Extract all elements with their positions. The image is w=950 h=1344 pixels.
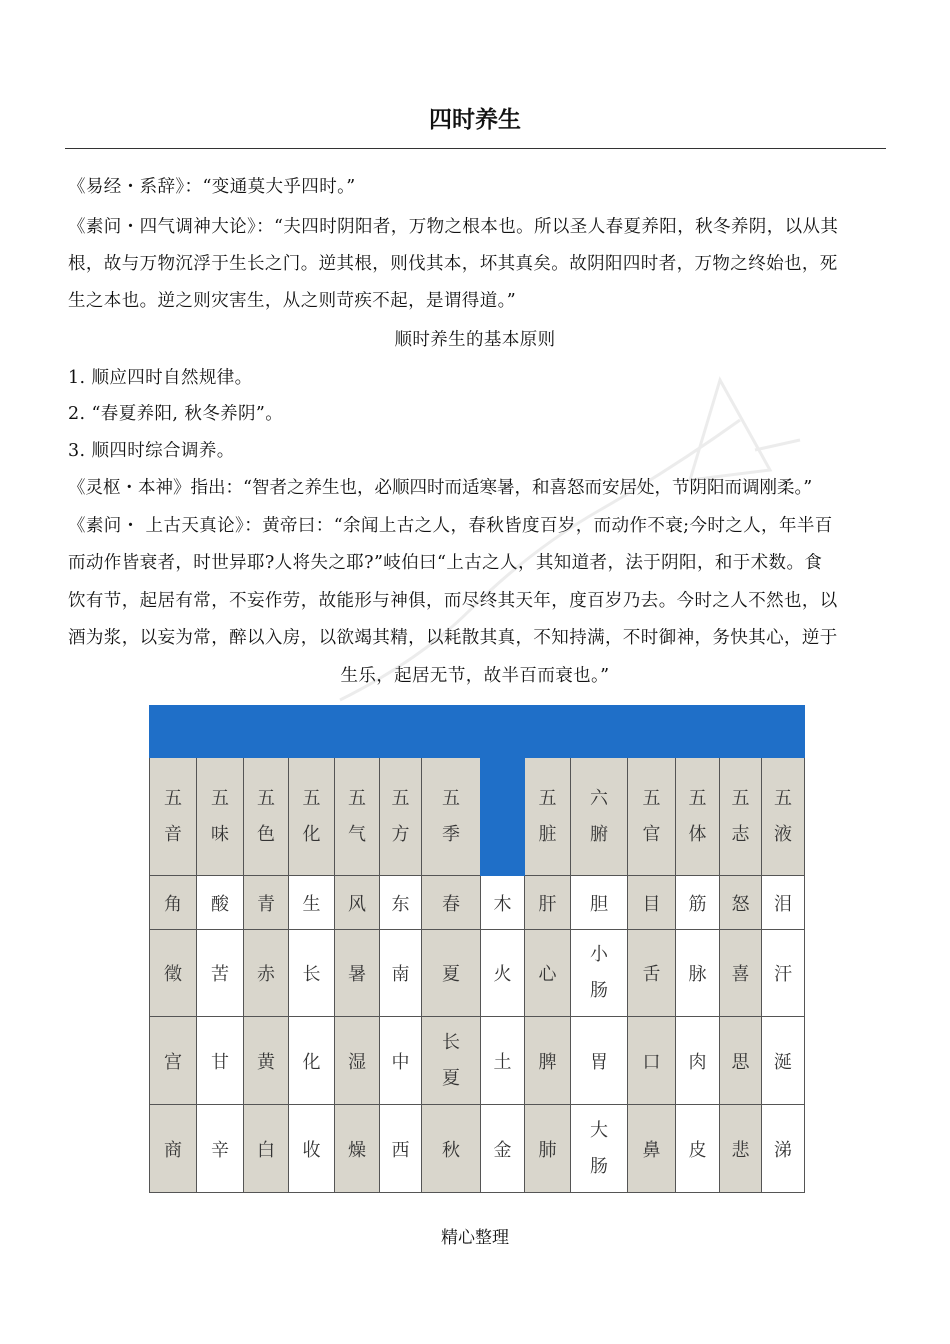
table-cell: 筋: [676, 876, 720, 930]
table-row: [150, 1017, 805, 1105]
table-cell: 商: [150, 1105, 197, 1193]
table-cell: 西: [380, 1105, 422, 1193]
banner-center: [481, 706, 525, 876]
table-row: [150, 876, 805, 930]
principle-item: 3. 顺四时综合调养。: [68, 441, 235, 461]
table-cell: 宫: [150, 1017, 197, 1105]
table-cell: 涎: [762, 1017, 805, 1105]
table-cell: 泪: [762, 876, 805, 930]
five-elements-table: [149, 705, 805, 1193]
quote-shanggu-line: 生乐，起居无节，故半百而衰也。”: [340, 666, 610, 686]
table-cell: 黄: [244, 1017, 289, 1105]
table-cell: 春: [422, 876, 481, 930]
table-cell: 中: [380, 1017, 422, 1105]
header-cell: 五体: [676, 758, 720, 876]
element-cell: 木: [481, 876, 525, 930]
table-cell: 胆: [571, 876, 628, 930]
quote-shanggu-line: 而动作皆衰者，时世异耶?人将失之耶?”岐伯曰“上古之人，其知道者，法于阴阳，和于术数。食: [68, 553, 823, 573]
quote-suwen-line-3: 生之本也。逆之则灾害生，从之则苛疾不起，是谓得道。”: [68, 291, 517, 311]
table-cell: 汗: [762, 930, 805, 1017]
quote-lingshu: 《灵枢・本神》指出：“智者之养生也，必顺四时而适寒暑，和喜怒而安居处，节阴阳而调刚柔。”: [68, 478, 813, 498]
header-cell: 五色: [244, 758, 289, 876]
table-cell: 脉: [676, 930, 720, 1017]
table-cell: 苦: [197, 930, 244, 1017]
principle-item: 1. 顺应四时自然规律。: [68, 368, 253, 388]
table-cell: 心: [525, 930, 571, 1017]
header-cell: 五季: [422, 758, 481, 876]
table-cell: 肝: [525, 876, 571, 930]
table-cell: 肺: [525, 1105, 571, 1193]
table-cell: 收: [289, 1105, 335, 1193]
banner-right: [525, 706, 805, 758]
header-cell: 五脏: [525, 758, 571, 876]
quote-shanggu-line: 《素问・ 上古天真论》：黄帝曰：“余闻上古之人，春秋皆度百岁，而动作不衰;今时之人，年半百: [68, 516, 833, 536]
table-cell: 角: [150, 876, 197, 930]
header-cell: 五方: [380, 758, 422, 876]
quote-shanggu-line: 饮有节，起居有常，不妄作劳，故能形与神俱，而尽终其天年，度百岁乃去。今时之人不然也，以: [68, 591, 838, 611]
table-cell: 夏: [422, 930, 481, 1017]
table-cell: 燥: [335, 1105, 380, 1193]
table-cell: 徵: [150, 930, 197, 1017]
table-cell: 风: [335, 876, 380, 930]
table-cell: 东: [380, 876, 422, 930]
header-cell: 五味: [197, 758, 244, 876]
principle-item: 2. “春夏养阳, 秋冬养阴”。: [68, 404, 284, 424]
table-cell: 鼻: [628, 1105, 676, 1193]
table-cell: 辛: [197, 1105, 244, 1193]
quote-suwen-line-1: 《素问・四气调神大论》：“夫四时阴阳者，万物之根本也。所以圣人春夏养阳，秋冬养阴，以从其: [68, 217, 839, 237]
header-cell: 五液: [762, 758, 805, 876]
table-cell: 肉: [676, 1017, 720, 1105]
table-cell: 怒: [720, 876, 762, 930]
header-cell: 五志: [720, 758, 762, 876]
banner-left: [150, 706, 481, 758]
table-cell: 化: [289, 1017, 335, 1105]
table-cell: 甘: [197, 1017, 244, 1105]
table-cell: 大肠: [571, 1105, 628, 1193]
title-divider: [65, 148, 886, 149]
quote-yijing: 《易经・系辞》：“变通莫大乎四时。”: [68, 177, 356, 197]
table-cell: 暑: [335, 930, 380, 1017]
table-cell: 思: [720, 1017, 762, 1105]
table-cell: 白: [244, 1105, 289, 1193]
table-row: [150, 1105, 805, 1193]
table-banner-row: [150, 706, 805, 758]
quote-shanggu-line: 酒为浆，以妄为常，醉以入房，以欲竭其精，以耗散其真，不知持满，不时御神，务快其心，逆于: [68, 628, 838, 648]
table-cell: 皮: [676, 1105, 720, 1193]
table-cell: 酸: [197, 876, 244, 930]
table-cell: 赤: [244, 930, 289, 1017]
table-cell: 舌: [628, 930, 676, 1017]
table-cell: 口: [628, 1017, 676, 1105]
element-cell: 金: [481, 1105, 525, 1193]
table-header-row: [150, 758, 805, 876]
table-cell: 小肠: [571, 930, 628, 1017]
header-cell: 五音: [150, 758, 197, 876]
table-cell: 涕: [762, 1105, 805, 1193]
element-cell: 火: [481, 930, 525, 1017]
header-cell: 六腑: [571, 758, 628, 876]
quote-suwen-line-2: 根，故与万物沉浮于生长之门。逆其根，则伐其本，坏其真矣。故阴阳四时者，万物之终始也，死: [68, 254, 838, 274]
header-cell: 五气: [335, 758, 380, 876]
table-cell: 青: [244, 876, 289, 930]
table-cell: 喜: [720, 930, 762, 1017]
table-cell: 长夏: [422, 1017, 481, 1105]
table-row: [150, 930, 805, 1017]
table-cell: 胃: [571, 1017, 628, 1105]
table-cell: 长: [289, 930, 335, 1017]
page-title: 四时养生: [429, 107, 521, 133]
table-cell: 湿: [335, 1017, 380, 1105]
footer-note: 精心整理: [441, 1228, 509, 1248]
table-cell: 悲: [720, 1105, 762, 1193]
watermark-graphic: [300, 360, 820, 720]
table-cell: 目: [628, 876, 676, 930]
table-cell: 脾: [525, 1017, 571, 1105]
table-cell: 南: [380, 930, 422, 1017]
table-cell: 生: [289, 876, 335, 930]
element-cell: 土: [481, 1017, 525, 1105]
header-cell: 五化: [289, 758, 335, 876]
header-cell: 五官: [628, 758, 676, 876]
principles-heading: 顺时养生的基本原则: [394, 330, 556, 350]
table-cell: 秋: [422, 1105, 481, 1193]
